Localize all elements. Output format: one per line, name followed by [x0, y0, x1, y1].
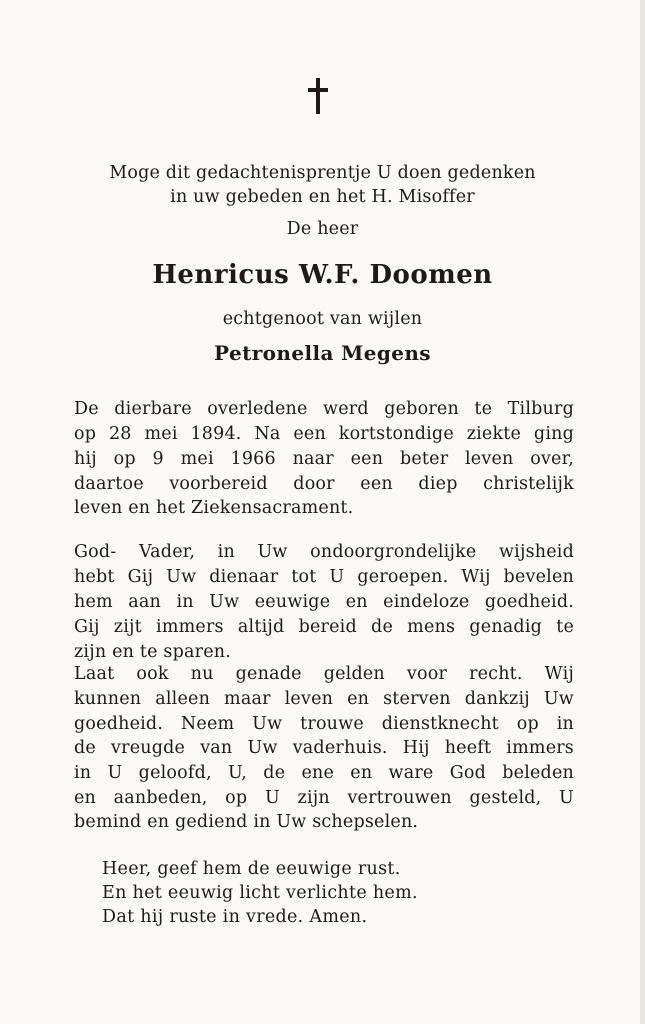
spouse-name: Petronella Megens: [214, 341, 431, 365]
prayer-2-line-4: de vreugde van Uw vaderhuis. Hij heeft immers: [74, 738, 574, 758]
intro-line-2: in uw gebeden en het H. Misoffer: [170, 187, 475, 207]
card-edge: [640, 0, 645, 1024]
closing-prayer-line-3: Dat hij ruste in vrede. Amen.: [102, 907, 368, 927]
prayer-1-line-1: God- Vader, in Uw ondoorgrondelijke wijsheid: [74, 542, 574, 562]
honorific: De heer: [286, 219, 359, 239]
prayer-1-line-5: zijn en te sparen.: [74, 642, 231, 662]
deceased-name: Henricus W.F. Doomen: [152, 260, 493, 290]
prayer-2-line-7: bemind en gediend in Uw schepselen.: [74, 812, 419, 832]
prayer-2-line-6: en aanbeden, op U zijn vertrouwen gesteld, U: [74, 788, 574, 808]
prayer-2-line-1: Laat ook nu genade gelden voor recht. Wij: [74, 664, 574, 684]
biography-line-5: leven en het Ziekensacrament.: [74, 498, 354, 518]
intro-line-1: Moge dit gedachtenisprentje U doen gedenken: [109, 163, 536, 183]
relation-text: echtgenoot van wijlen: [222, 309, 423, 329]
biography-line-4: daartoe voorbereid door een diep christelijk: [74, 474, 574, 494]
closing-prayer-line-1: Heer, geef hem de eeuwige rust.: [102, 859, 401, 879]
biography-line-1: De dierbare overledene werd geboren te Tilburg: [74, 399, 574, 419]
prayer-1-line-4: Gij zijt immers altijd bereid de mens genadig te: [74, 617, 574, 637]
prayer-2-line-5: in U geloofd, U, de ene en ware God beleden: [74, 763, 574, 783]
prayer-1-line-3: hem aan in Uw eeuwige en eindeloze goedheid.: [74, 592, 574, 612]
prayer-1-line-2: hebt Gij Uw dienaar tot U geroepen. Wij bevelen: [74, 567, 574, 587]
biography-line-3: hij op 9 mei 1966 naar een beter leven over,: [74, 449, 574, 469]
biography-line-2: op 28 mei 1894. Na een kortstondige ziekte ging: [74, 424, 574, 444]
prayer-2-line-2: kunnen alleen maar leven en sterven dankzij Uw: [74, 689, 574, 709]
cross-icon: [308, 78, 328, 114]
closing-prayer-line-2: En het eeuwig licht verlichte hem.: [102, 883, 418, 903]
prayer-2-line-3: goedheid. Neem Uw trouwe dienstknecht op in: [74, 714, 574, 734]
